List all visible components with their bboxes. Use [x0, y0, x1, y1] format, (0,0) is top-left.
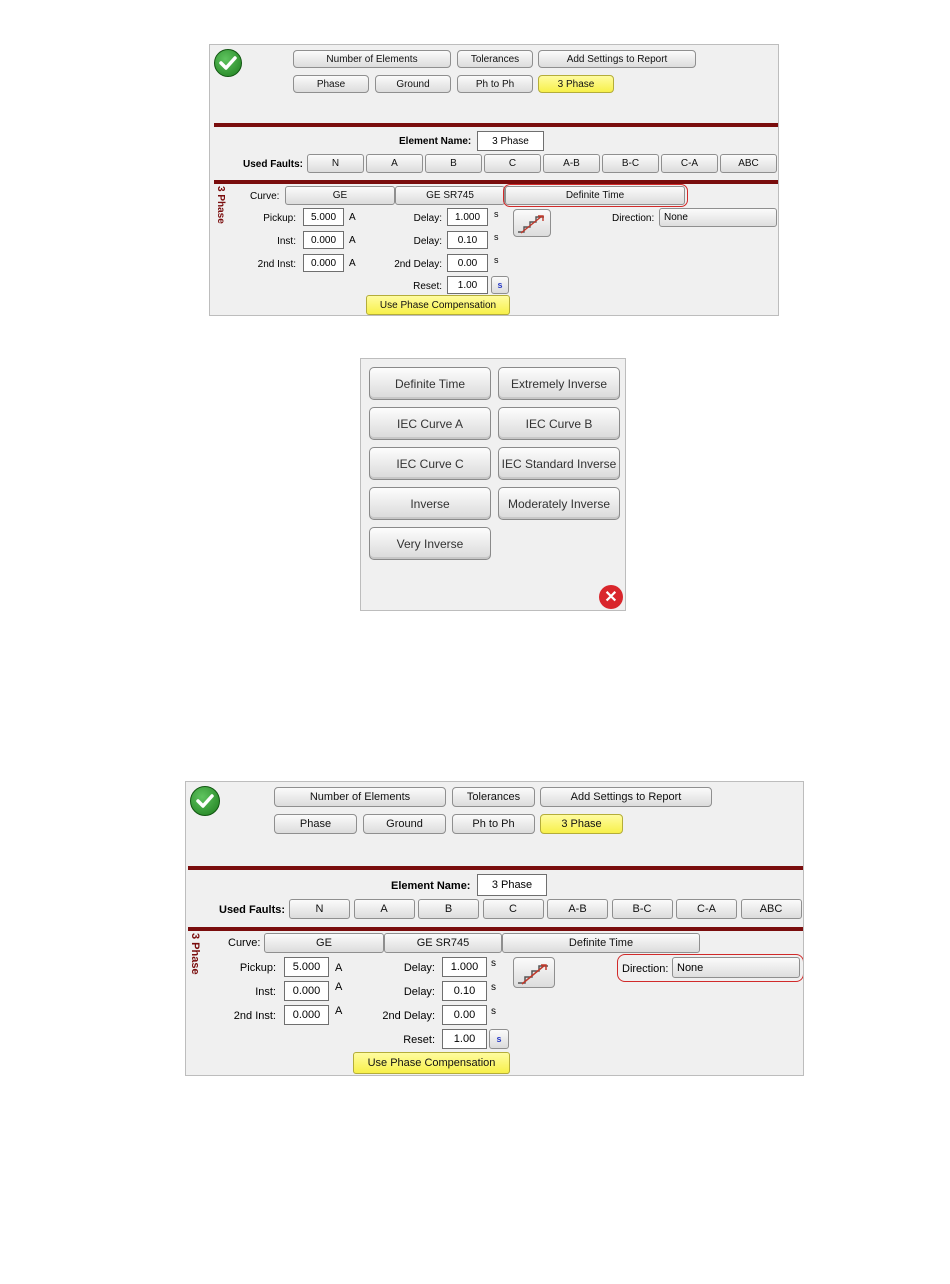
number-of-elements-button[interactable]: Number of Elements: [274, 787, 446, 807]
fault-abc-button[interactable]: ABC: [720, 154, 777, 173]
fault-c-a-button[interactable]: C-A: [676, 899, 737, 919]
second-inst-label: 2nd Inst:: [257, 259, 296, 270]
fault-b-c-button[interactable]: B-C: [612, 899, 673, 919]
element-side-label: 3 Phase: [189, 933, 201, 975]
reset-unit-button[interactable]: s: [489, 1029, 509, 1049]
curve-option-inverse-button[interactable]: Inverse: [369, 487, 491, 520]
fault-a-button[interactable]: A: [366, 154, 423, 173]
inst-input[interactable]: 0.000: [284, 981, 329, 1001]
element-name-input[interactable]: 3 Phase: [477, 131, 544, 151]
curve-definite-time-button[interactable]: Definite Time: [505, 186, 685, 205]
phase-button[interactable]: Phase: [293, 75, 369, 93]
curve-label: Curve:: [250, 191, 280, 202]
delay-unit: s: [491, 958, 496, 969]
curve-selection-dialog: [360, 358, 626, 611]
curve-ge-button[interactable]: GE: [285, 186, 395, 205]
reset-label: Reset:: [413, 281, 442, 292]
three-phase-button[interactable]: 3 Phase: [538, 75, 614, 93]
curve-option-iec-curve-c-button[interactable]: IEC Curve C: [369, 447, 491, 480]
fault-c-button[interactable]: C: [484, 154, 541, 173]
pickup-unit: A: [335, 962, 343, 974]
ph-to-ph-button[interactable]: Ph to Ph: [452, 814, 535, 834]
delay-label: Delay:: [413, 213, 442, 224]
second-inst-label: 2nd Inst:: [233, 1010, 276, 1022]
element-side-label: 3 Phase: [215, 186, 226, 224]
inst-delay-unit: s: [494, 232, 499, 242]
add-settings-to-report-button[interactable]: Add Settings to Report: [540, 787, 712, 807]
check-icon[interactable]: [190, 786, 220, 816]
fault-c-a-button[interactable]: C-A: [661, 154, 718, 173]
close-icon[interactable]: ✕: [599, 585, 623, 609]
reset-input[interactable]: 1.00: [442, 1029, 487, 1049]
direction-label: Direction:: [612, 213, 655, 224]
direction-label: Direction:: [622, 963, 669, 975]
curve-option-definite-time-button[interactable]: Definite Time: [369, 367, 491, 400]
curve-label: Curve:: [228, 937, 261, 949]
direction-highlight: [617, 954, 804, 982]
second-inst-unit: A: [335, 1005, 343, 1017]
inst-delay-label: Delay:: [413, 236, 442, 247]
element-name-label: Element Name:: [399, 136, 472, 147]
use-phase-compensation-button[interactable]: Use Phase Compensation: [353, 1052, 510, 1074]
curve-ge-button[interactable]: GE: [264, 933, 384, 953]
direction-dropdown[interactable]: None: [672, 957, 800, 978]
fault-n-button[interactable]: N: [307, 154, 364, 173]
curve-option-moderately-inverse-button[interactable]: Moderately Inverse: [498, 487, 620, 520]
used-faults-label: Used Faults:: [243, 159, 304, 170]
second-inst-unit: A: [349, 258, 356, 269]
inst-label: Inst:: [277, 236, 296, 247]
section-divider: [188, 927, 803, 931]
second-inst-input[interactable]: 0.000: [284, 1005, 329, 1025]
curve-definite-time-button[interactable]: Definite Time: [502, 933, 700, 953]
second-delay-unit: s: [491, 1006, 496, 1017]
fault-a-b-button[interactable]: A-B: [547, 899, 608, 919]
ground-button[interactable]: Ground: [363, 814, 446, 834]
curve-option-iec-standard-inverse-button[interactable]: IEC Standard Inverse: [498, 447, 620, 480]
pickup-unit: A: [349, 212, 356, 223]
pickup-input[interactable]: 5.000: [303, 208, 344, 226]
second-delay-input[interactable]: 0.00: [442, 1005, 487, 1025]
delay-unit: s: [494, 209, 499, 219]
pickup-input[interactable]: 5.000: [284, 957, 329, 977]
used-faults-label: Used Faults:: [219, 904, 286, 916]
second-inst-input[interactable]: 0.000: [303, 254, 344, 272]
fault-a-button[interactable]: A: [354, 899, 415, 919]
settings-panel-top: [209, 44, 779, 316]
inst-input[interactable]: 0.000: [303, 231, 344, 249]
use-phase-compensation-button[interactable]: Use Phase Compensation: [366, 295, 510, 315]
pickup-label: Pickup:: [239, 962, 276, 974]
second-delay-label: 2nd Delay:: [382, 1010, 435, 1022]
element-name-input[interactable]: 3 Phase: [477, 874, 547, 896]
tolerances-button[interactable]: Tolerances: [457, 50, 533, 68]
delay-input[interactable]: 1.000: [442, 957, 487, 977]
fault-n-button[interactable]: N: [289, 899, 350, 919]
curve-option-very-inverse-button[interactable]: Very Inverse: [369, 527, 491, 560]
stairs-icon[interactable]: [513, 209, 551, 237]
fault-a-b-button[interactable]: A-B: [543, 154, 600, 173]
inst-delay-label: Delay:: [403, 986, 435, 998]
number-of-elements-button[interactable]: Number of Elements: [293, 50, 451, 68]
settings-panel-bottom: [185, 781, 804, 1076]
second-delay-input[interactable]: 0.00: [447, 254, 488, 272]
element-name-label: Element Name:: [391, 880, 471, 892]
inst-delay-unit: s: [491, 982, 496, 993]
phase-button[interactable]: Phase: [274, 814, 357, 834]
stairs-icon[interactable]: [513, 957, 555, 988]
direction-dropdown[interactable]: None: [659, 208, 777, 227]
fault-b-button[interactable]: B: [425, 154, 482, 173]
curve-option-iec-curve-a-button[interactable]: IEC Curve A: [369, 407, 491, 440]
second-delay-unit: s: [494, 255, 499, 265]
section-divider: [214, 123, 778, 127]
curve-highlight: [503, 184, 688, 207]
ground-button[interactable]: Ground: [375, 75, 451, 93]
inst-label: Inst:: [255, 986, 276, 998]
tolerances-button[interactable]: Tolerances: [452, 787, 535, 807]
second-delay-label: 2nd Delay:: [394, 259, 442, 270]
three-phase-button[interactable]: 3 Phase: [540, 814, 623, 834]
reset-unit-button[interactable]: s: [491, 276, 509, 294]
inst-unit: A: [335, 981, 343, 993]
check-icon[interactable]: [214, 49, 242, 77]
section-divider: [188, 866, 803, 870]
delay-label: Delay:: [403, 962, 435, 974]
curve-ge-sr745-button[interactable]: GE SR745: [384, 933, 502, 953]
reset-label: Reset:: [403, 1034, 435, 1046]
curve-ge-sr745-button[interactable]: GE SR745: [395, 186, 505, 205]
ph-to-ph-button[interactable]: Ph to Ph: [457, 75, 533, 93]
inst-unit: A: [349, 235, 356, 246]
inst-delay-input[interactable]: 0.10: [442, 981, 487, 1001]
fault-abc-button[interactable]: ABC: [741, 899, 802, 919]
fault-b-button[interactable]: B: [418, 899, 479, 919]
inst-delay-input[interactable]: 0.10: [447, 231, 488, 249]
add-settings-to-report-button[interactable]: Add Settings to Report: [538, 50, 696, 68]
section-divider: [214, 180, 778, 184]
curve-option-extremely-inverse-button[interactable]: Extremely Inverse: [498, 367, 620, 400]
delay-input[interactable]: 1.000: [447, 208, 488, 226]
reset-input[interactable]: 1.00: [447, 276, 488, 294]
fault-b-c-button[interactable]: B-C: [602, 154, 659, 173]
pickup-label: Pickup:: [263, 213, 296, 224]
fault-c-button[interactable]: C: [483, 899, 544, 919]
curve-option-iec-curve-b-button[interactable]: IEC Curve B: [498, 407, 620, 440]
